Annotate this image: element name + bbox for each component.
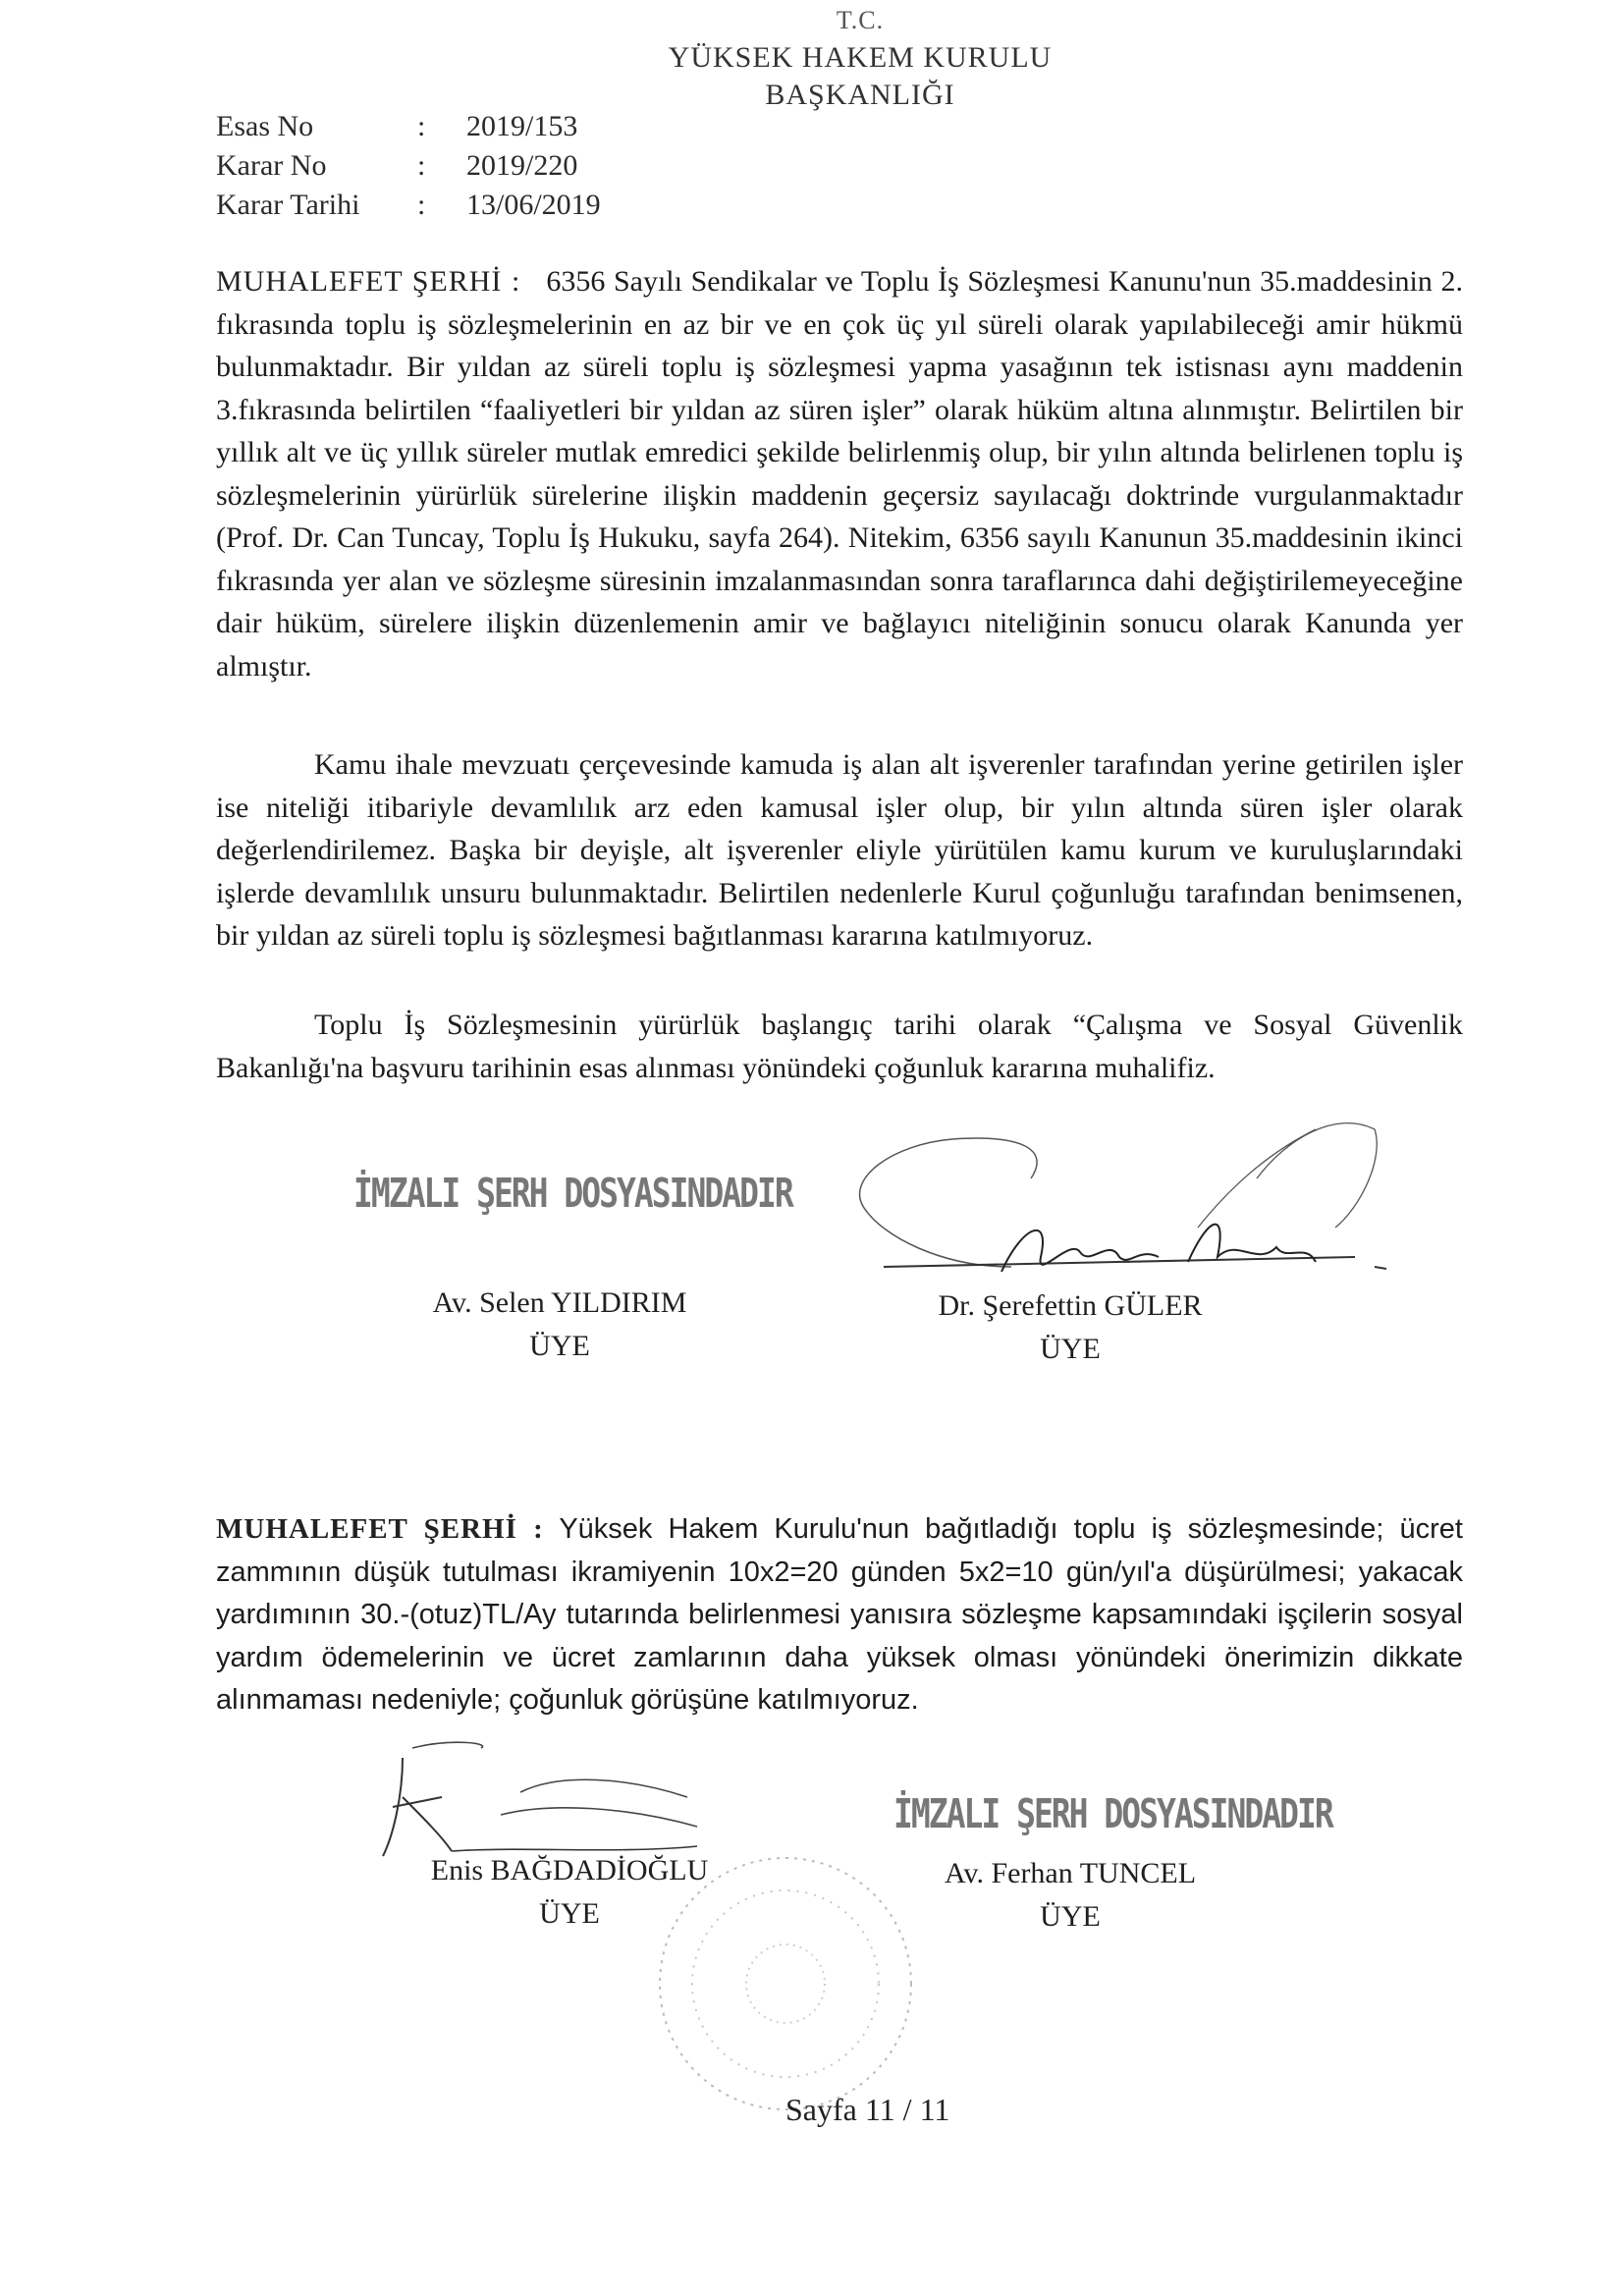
tarih-label: Karar Tarihi [216, 189, 360, 221]
signatory-role-bagdadioglu: ÜYE [539, 1897, 600, 1930]
page-number: Sayfa 11 / 11 [785, 2092, 950, 2127]
dissent-1-text-1: 6356 Sayılı Sendikalar ve Toplu İş Sözleşmesi Kanunu'nun 35.maddesinin 2. fıkrasında toplu iş sözleşmelerinin en az bir ve en çok üç yıl süreli olarak yapılabileceği amir hükmü bulunmaktadır. Bir yıldan az süreli toplu iş sözleşmesi yapma yasağının tek istisnası aynı maddenin 3.fıkrasında belirtilen “faaliyetleri bir yıldan az süren işler” olarak hüküm altına alınmıştır. Belirtilen bir yıllık alt ve üç yıllık süreler mutlak emredici şekilde belirlenmiş olup, bir yılın altında belirlenen toplu iş sözleşmelerinin yürürlük sürelerine ilişkin maddenin geçersiz sayılacağı doktrinde vurgulanmaktadır (Prof. Dr. Can Tuncay, Toplu İş Hukuku, sayfa 264). Nitekim, 6356 sayılı Kanunun 35.maddesinin ikinci fıkrasında yer alan ve sözleşme süresinin imzalanmasından sonra taraflarınca dahi değiştirilemeyeceğine dair hüküm, sürelere ilişkin düzenlemenin amir ve bağlayıcı niteliğinin sonucu olarak Kanunda yer almıştır. [216, 265, 1464, 683]
signature-block-guler [864, 1285, 1276, 1371]
signatory-role-guler: ÜYE [1040, 1333, 1101, 1365]
signatory-name-yildirim: Av. Selen YILDIRIM [432, 1286, 687, 1319]
karar-sep: : [417, 149, 426, 182]
signatory-name-guler: Dr. Şerefettin GÜLER [938, 1289, 1203, 1322]
header-line-1: T.C. [836, 6, 885, 34]
signed-copy-stamp-1: İMZALI ŞERH DOSYASINDADIR [353, 1169, 792, 1217]
handwritten-signature-guler [825, 1120, 1414, 1306]
karar-value: 2019/220 [466, 149, 578, 182]
signatory-role-tuncel: ÜYE [1040, 1900, 1101, 1933]
esas-label: Esas No [216, 110, 314, 142]
dissent-1-paragraph-3: Toplu İş Sözleşmesinin yürürlük başlangıç tarihi olarak “Çalışma ve Sosyal Güvenlik Bakanlığı'na başvuru tarihinin esas alınması yönündeki çoğunluk kararına muhalifiz. [216, 1009, 1463, 1084]
dissent-2-paragraph-1 [216, 1508, 1463, 1722]
tarih-sep: : [417, 189, 426, 221]
signatory-name-bagdadioglu: Enis BAĞDADİOĞLU [430, 1854, 709, 1886]
karar-label: Karar No [216, 149, 327, 182]
header-line-3: BAŞKANLIĞI [765, 79, 955, 111]
signatory-role-yildirim: ÜYE [529, 1330, 590, 1362]
esas-value: 2019/153 [466, 110, 578, 142]
dissent-2-label: MUHALEFET ŞERHİ : [216, 1513, 544, 1545]
dissent-1-paragraph-2: Kamu ihale mevzuatı çerçevesinde kamuda iş alan alt işverenler tarafından yerine getirilen işler ise niteliği itibariyle devamlılık arz eden kamusal işler olup, bir yılın altında süren işler olarak değerlendirilemez. Başka bir deyişle, alt işverenler eliyle yürütülen kamu kurum ve kuruluşlarındaki işlerde devamlılık unsuru bulunmaktadır. Belirtilen nedenlerle Kurul çoğunluğu tarafından benimsenen, bir yıldan az süreli toplu iş sözleşmesi bağıtlanması kararına katılmıyoruz. [216, 748, 1463, 952]
dissent-2-text-1: Yüksek Hakem Kurulu'nun bağıtladığı toplu iş sözleşmesinde; ücret zammının düşük tutulması ikramiyenin 10x2=20 günden 5x2=10 gün/yıl'a düşürülmesi; yakacak yardımının 30.-(otuz)TL/Ay tutarında belirlenmesi yanısıra sözleşme kapsamındaki işçilerin sosyal yardım ödemelerinin ve ücret zamlarının daha yüksek olması yönündeki önerimizin dikkate alınmaması nedeniyle; çoğunluk görüşüne katılmıyoruz. [216, 1513, 1463, 1716]
signature-block-yildirim [353, 1282, 766, 1368]
dissent-1-paragraph-1 [216, 260, 1463, 687]
signatory-name-tuncel: Av. Ferhan TUNCEL [944, 1857, 1197, 1889]
signed-copy-stamp-2: İMZALI ŞERH DOSYASINDADIR [893, 1789, 1332, 1837]
esas-sep: : [417, 110, 426, 142]
dissent-1-label: MUHALEFET ŞERHİ : [216, 265, 521, 298]
header-line-2: YÜKSEK HAKEM KURULU [668, 41, 1053, 74]
tarih-value: 13/06/2019 [466, 189, 601, 221]
